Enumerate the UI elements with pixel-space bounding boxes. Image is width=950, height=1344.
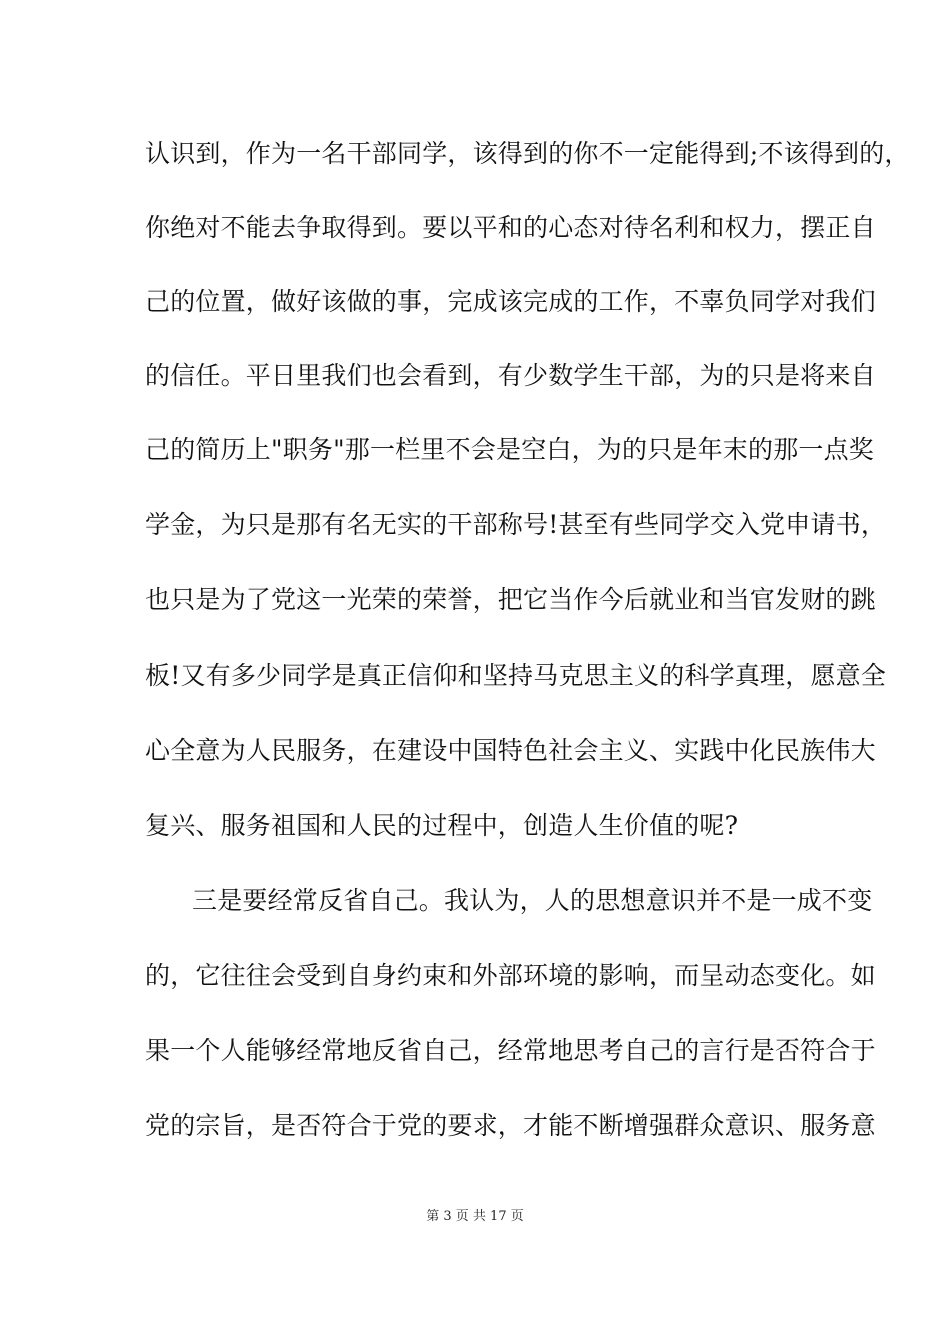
text-line-10: 复兴、服务祖国和人民的过程中，创造人生价值的呢? [145, 811, 739, 840]
text-line-3: 己的位置，做好该做的事，完成该完成的工作，不辜负同学对我们 [145, 287, 876, 316]
text-line-4: 的信任。平日里我们也会看到，有少数学生干部，为的只是将来自 [145, 361, 876, 390]
text-line-5: 己的简历上"职务"那一栏里不会是空白，为的只是年末的那一点奖 [145, 435, 875, 464]
text-line-13: 果一个人能够经常地反省自己，经常地思考自己的言行是否符合于 [145, 1036, 876, 1065]
text-line-6: 学金，为只是那有名无实的干部称号!甚至有些同学交入党申请书， [145, 510, 887, 539]
text-line-8: 板!又有多少同学是真正信仰和坚持马克思主义的科学真理，愿意全 [145, 661, 887, 690]
text-line-11-paragraph-start: 三是要经常反省自己。我认为，人的思想意识并不是一成不变 [192, 886, 873, 915]
text-line-1: 认识到，作为一名干部同学，该得到的你不一定能得到;不该得到的， [145, 139, 910, 168]
text-line-2: 你绝对不能去争取得到。要以平和的心态对待名利和权力，摆正自 [145, 213, 876, 242]
page-number-footer: 第 3 页 共 17 页 [426, 1209, 524, 1224]
text-line-9: 心全意为人民服务，在建设中国特色社会主义、实践中化民族伟大 [145, 736, 876, 765]
text-line-14: 党的宗旨，是否符合于党的要求，才能不断增强群众意识、服务意 [145, 1111, 876, 1140]
text-line-7: 也只是为了党这一光荣的荣誉，把它当作今后就业和当官发财的跳 [145, 585, 876, 614]
text-line-12: 的，它往往会受到自身约束和外部环境的影响，而呈动态变化。如 [145, 961, 876, 990]
